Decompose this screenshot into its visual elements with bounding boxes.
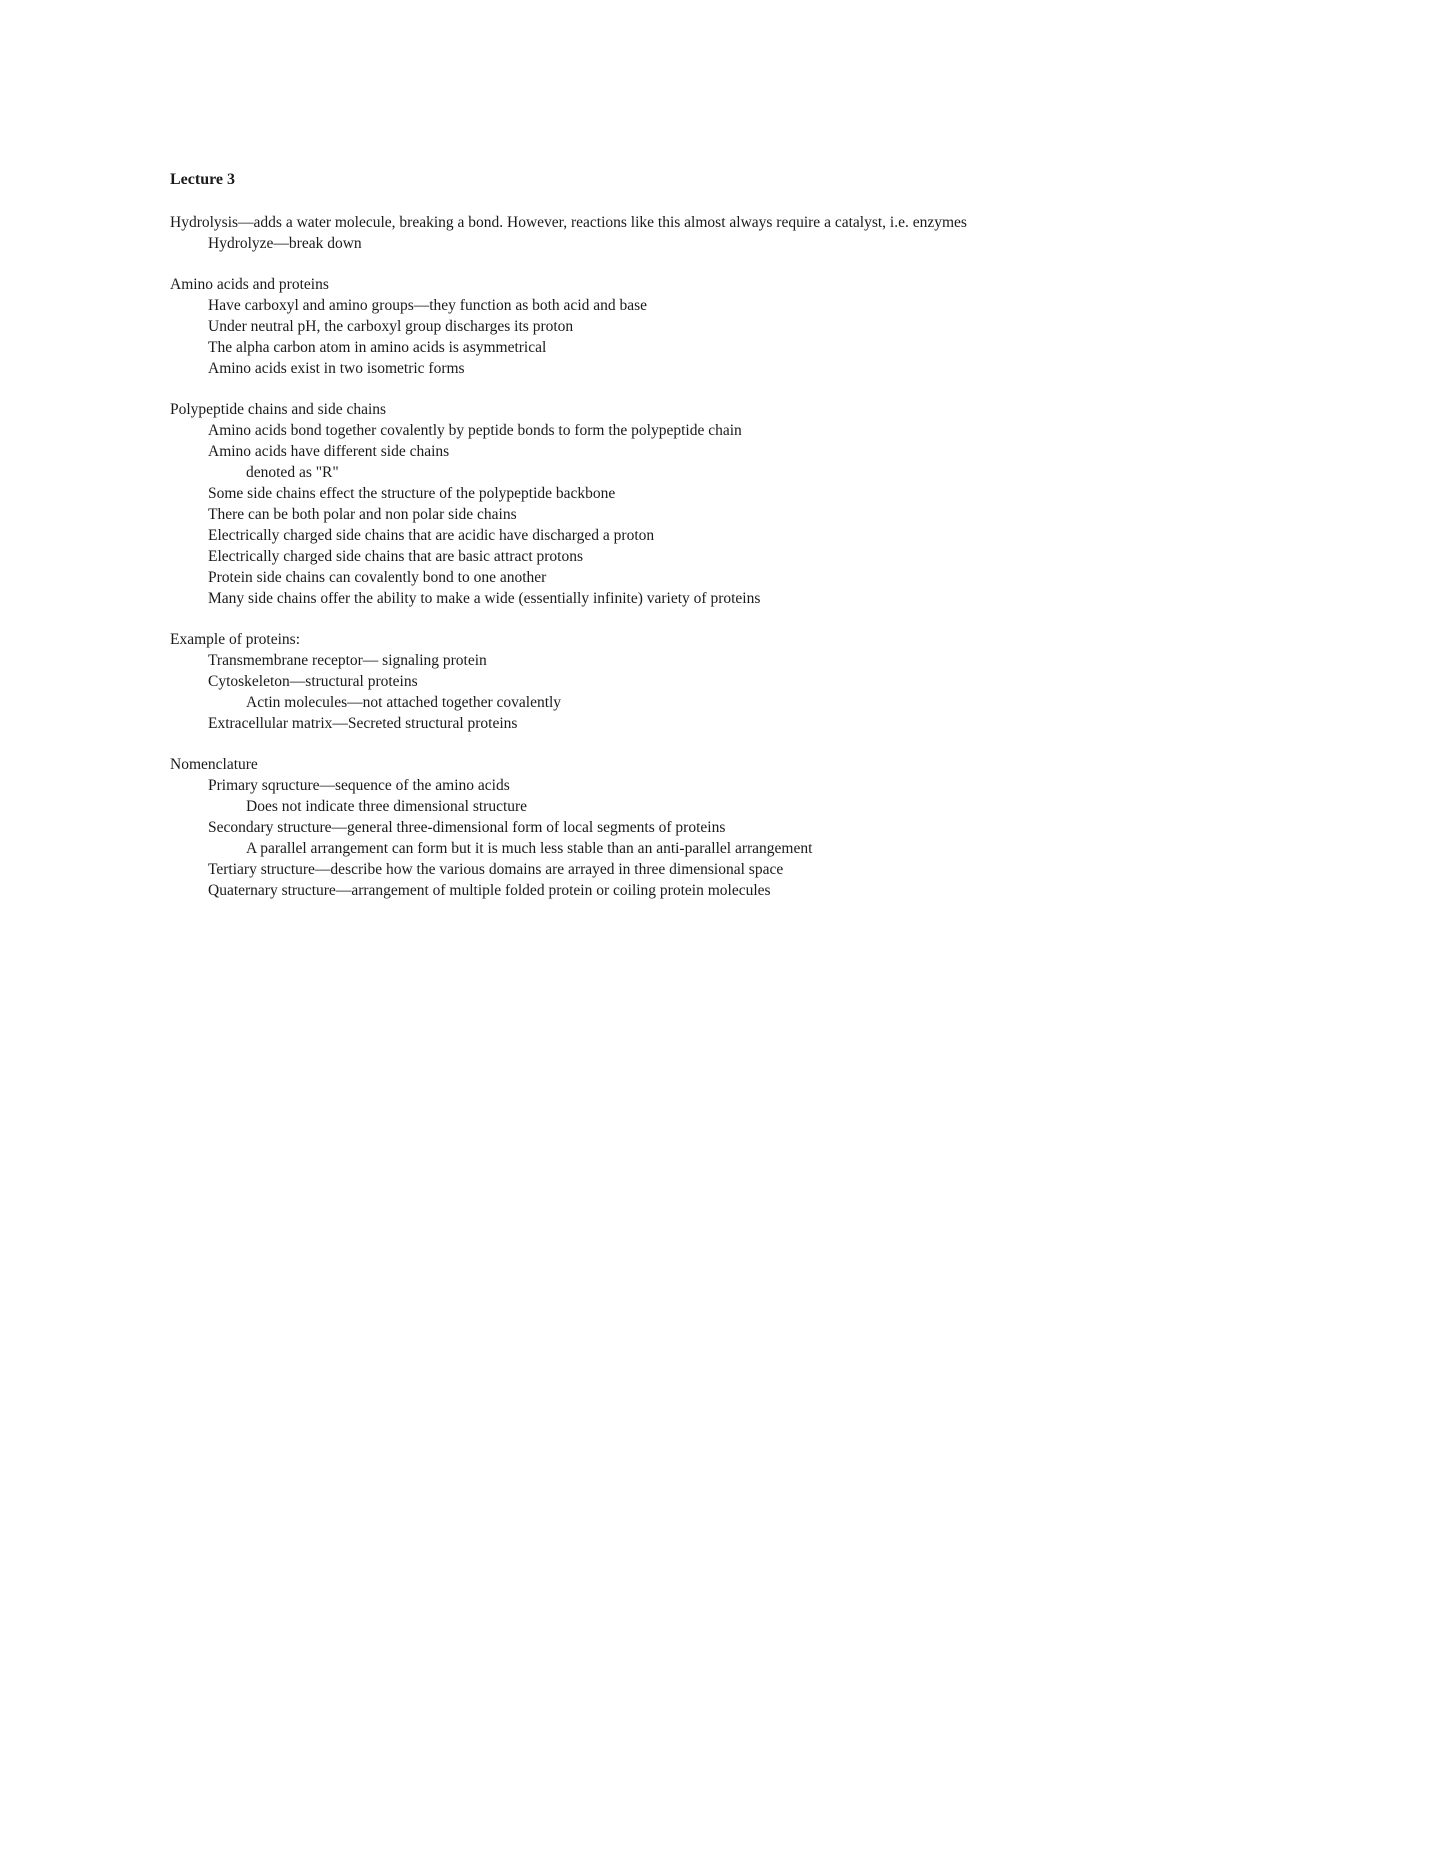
section-heading: Example of proteins: [170,631,300,648]
outline-item: Many side chains offer the ability to make a wide (essentially infinite) variety of proteins [208,590,761,607]
outline-item: The alpha carbon atom in amino acids is asymmetrical [208,339,547,356]
document-page [170,170,1290,921]
outline-item: Extracellular matrix—Secreted structural proteins [208,715,518,732]
outline-item: Actin molecules—not attached together covalently [246,694,562,711]
outline-item: denoted as "R" [246,464,339,481]
outline-item: Electrically charged side chains that are basic attract protons [208,548,583,565]
outline-item: Hydrolyze—break down [208,235,362,252]
section-heading: Amino acids and proteins [170,276,329,293]
outline-item: Amino acids have different side chains [208,443,450,460]
document-title: Lecture 3 [170,171,236,188]
outline-item: Under neutral pH, the carboxyl group discharges its proton [208,318,574,335]
outline-item: Primary sqructure—sequence of the amino acids [208,777,510,794]
outline-item: Tertiary structure—describe how the various domains are arrayed in three dimensional space [208,861,784,878]
section-heading: Nomenclature [170,756,258,773]
section [170,274,1290,379]
outline-item: Amino acids exist in two isometric forms [208,360,465,377]
outline-item: Secondary structure—general three-dimensional form of local segments of proteins [208,819,726,836]
outline-item: Have carboxyl and amino groups—they function as both acid and base [208,297,648,314]
section [170,629,1290,734]
section-heading: Polypeptide chains and side chains [170,401,387,418]
outline-item: Does not indicate three dimensional structure [246,798,528,815]
document-body [170,212,1290,901]
section [170,754,1290,901]
section [170,212,1290,254]
outline-item: Amino acids bond together covalently by peptide bonds to form the polypeptide chain [208,422,742,439]
outline-item: There can be both polar and non polar side chains [208,506,517,523]
outline-item: Some side chains effect the structure of the polypeptide backbone [208,485,616,502]
outline-item: Protein side chains can covalently bond to one another [208,569,547,586]
outline-item: Cytoskeleton—structural proteins [208,673,418,690]
outline-item: A parallel arrangement can form but it is much less stable than an anti-parallel arrangement [246,840,813,857]
outline-item: Electrically charged side chains that are acidic have discharged a proton [208,527,655,544]
outline-item: Quaternary structure—arrangement of multiple folded protein or coiling protein molecules [208,882,771,899]
outline-item: Transmembrane receptor— signaling protein [208,652,487,669]
section [170,399,1290,609]
section-heading: Hydrolysis—adds a water molecule, breaking a bond. However, reactions like this almost always require a catalyst, i.e. enzymes [170,214,967,231]
